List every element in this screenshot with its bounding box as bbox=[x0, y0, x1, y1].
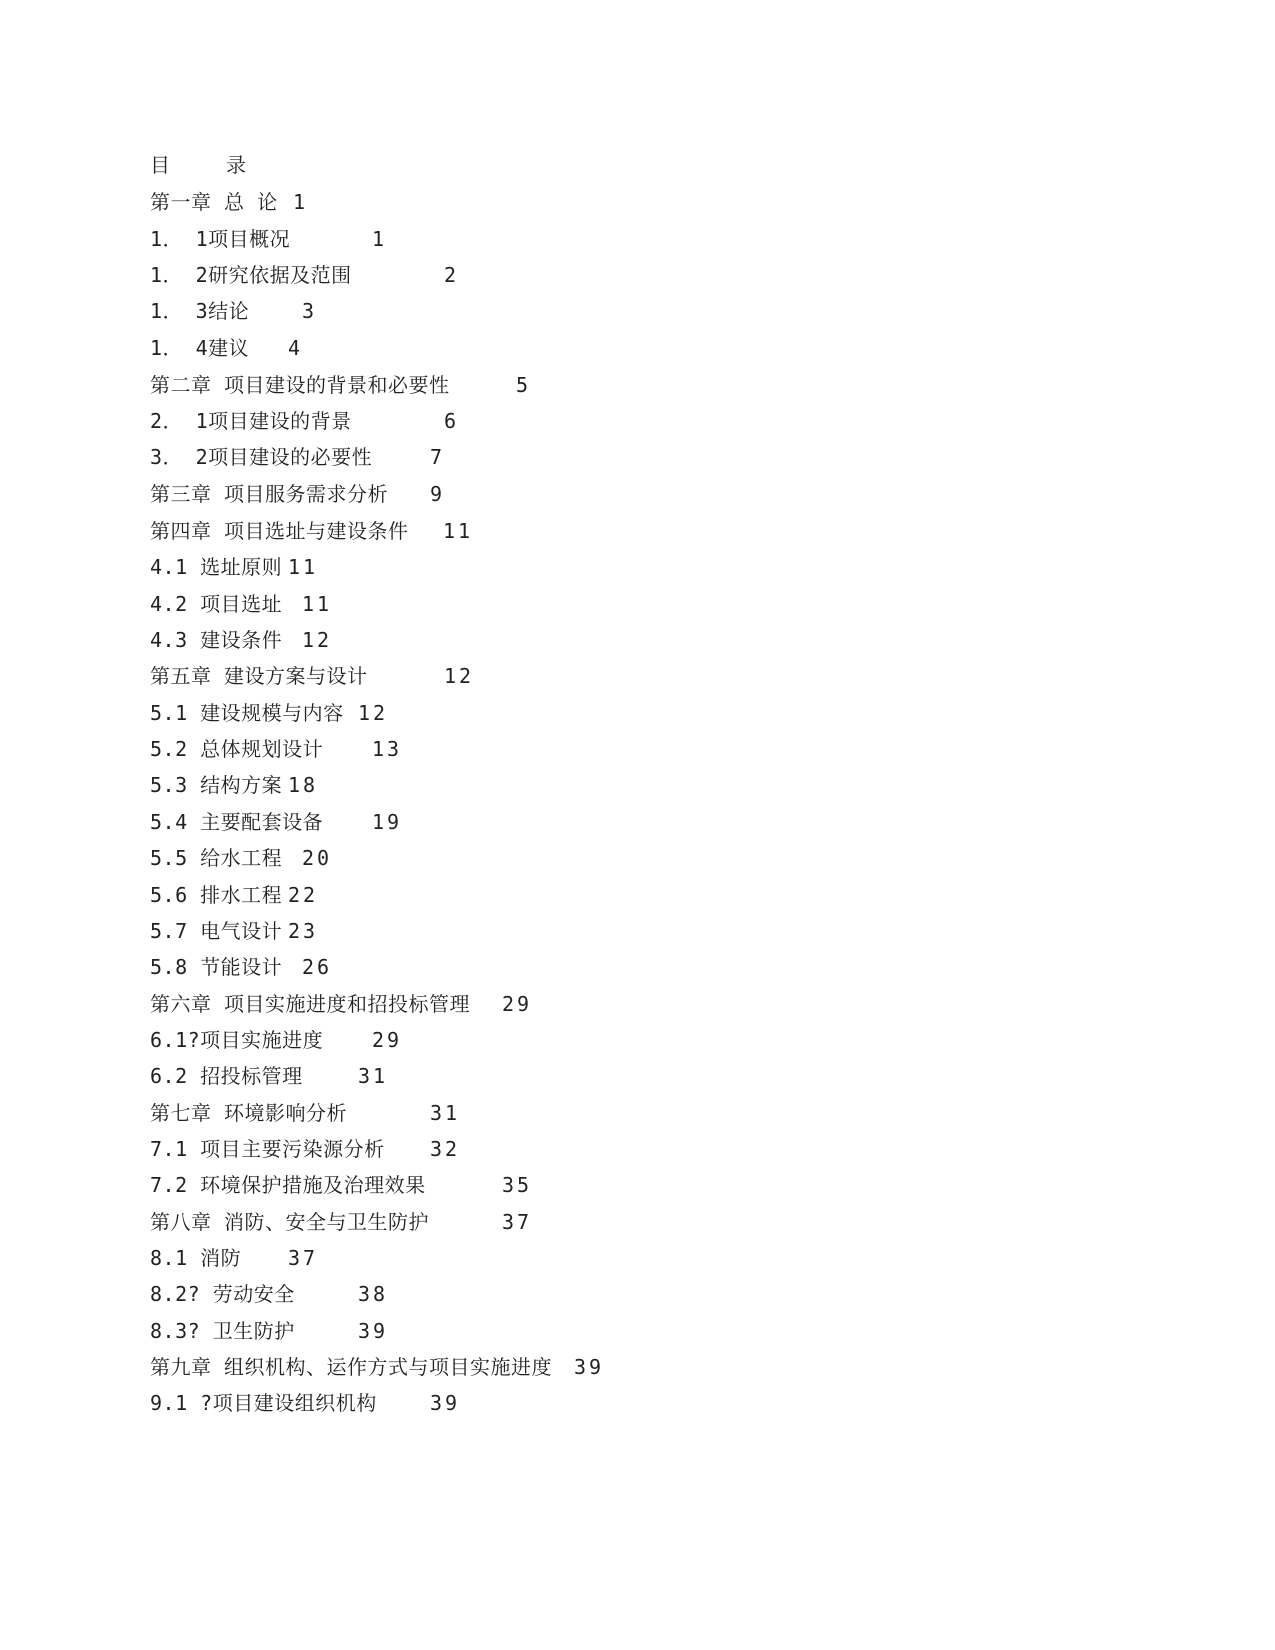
toc-entry-page: 11 bbox=[443, 519, 474, 543]
toc-entry-label: 1． 1项目概况 bbox=[150, 227, 291, 251]
toc-entry-page: 37 bbox=[288, 1246, 319, 1270]
toc-entry-label: 第六章 项目实施进度和招投标管理 bbox=[150, 992, 471, 1016]
toc-entry-label: 第五章 建设方案与设计 bbox=[150, 664, 368, 688]
toc-entry-label: 第四章 项目选址与建设条件 bbox=[150, 519, 409, 543]
toc-title-text: 目 录 bbox=[150, 153, 269, 177]
toc-entry-label: 5.5 给水工程 bbox=[150, 846, 283, 870]
toc-entry-page: 12 bbox=[302, 628, 333, 652]
toc-entry-label: 5.8 节能设计 bbox=[150, 955, 283, 979]
toc-entry-page: 19 bbox=[372, 810, 403, 834]
toc-entry-label: 第二章 项目建设的背景和必要性 bbox=[150, 373, 450, 397]
toc-entry-label: 3． 2项目建设的必要性 bbox=[150, 445, 373, 469]
toc-entry-page: 9 bbox=[430, 482, 446, 506]
toc-entry-page: 3 bbox=[302, 299, 318, 323]
toc-entry-label: 8.1 消防 bbox=[150, 1246, 242, 1270]
toc-entry-label: 8.3? 卫生防护 bbox=[150, 1319, 295, 1343]
toc-entry-page: 26 bbox=[302, 955, 333, 979]
toc-entry-label: 第三章 项目服务需求分析 bbox=[150, 482, 389, 506]
toc-entry-page: 6 bbox=[444, 409, 460, 433]
toc-entry-label: 5.3 结构方案 bbox=[150, 773, 283, 797]
toc-entry-page: 35 bbox=[502, 1173, 533, 1197]
toc-entry-label: 8.2? 劳动安全 bbox=[150, 1282, 295, 1306]
toc-entry-page: 23 bbox=[288, 919, 319, 943]
toc-entry-page: 2 bbox=[444, 263, 460, 287]
toc-entry-page: 12 bbox=[358, 701, 389, 725]
toc-entry-label: 第八章 消防、安全与卫生防护 bbox=[150, 1210, 430, 1234]
toc-entry-page: 11 bbox=[288, 555, 319, 579]
toc-entry-page: 1 bbox=[372, 227, 388, 251]
toc-entry-label: 5.4 主要配套设备 bbox=[150, 810, 324, 834]
toc-entry-label: 7.2 环境保护措施及治理效果 bbox=[150, 1173, 426, 1197]
toc-entry-page: 20 bbox=[302, 846, 333, 870]
toc-entry-page: 29 bbox=[372, 1028, 403, 1052]
toc-entry-label: 1． 2研究依据及范围 bbox=[150, 263, 352, 287]
toc-entry-label: 第七章 环境影响分析 bbox=[150, 1101, 348, 1125]
toc-entry-page: 4 bbox=[288, 336, 304, 360]
toc-entry-page: 13 bbox=[372, 737, 403, 761]
toc-entry-page: 29 bbox=[502, 992, 533, 1016]
toc-entry-page: 39 bbox=[574, 1355, 605, 1379]
toc-entry-page: 1 bbox=[293, 190, 309, 214]
toc-entry-page: 22 bbox=[288, 883, 319, 907]
toc-entry-page: 18 bbox=[288, 773, 319, 797]
toc-entry-label: 7.1 项目主要污染源分析 bbox=[150, 1137, 385, 1161]
toc-entry-page: 31 bbox=[358, 1064, 389, 1088]
toc-entry-page: 39 bbox=[430, 1391, 461, 1415]
toc-entry-label: 5.7 电气设计 bbox=[150, 919, 283, 943]
toc-entry-label: 5.1 建设规模与内容 bbox=[150, 701, 344, 725]
toc-entry-page: 31 bbox=[430, 1101, 461, 1125]
toc-entry-label: 4.3 建设条件 bbox=[150, 628, 283, 652]
toc-entry-label: 5.6 排水工程 bbox=[150, 883, 283, 907]
toc-entry-label: 6.2 招投标管理 bbox=[150, 1064, 303, 1088]
toc-entry-page: 39 bbox=[358, 1319, 389, 1343]
toc-entry-page: 11 bbox=[302, 592, 333, 616]
toc-entry-page: 5 bbox=[516, 373, 532, 397]
toc-entry-page: 7 bbox=[430, 445, 446, 469]
toc-entry-page: 38 bbox=[358, 1282, 389, 1306]
toc-entry-page: 37 bbox=[502, 1210, 533, 1234]
toc-entry-page: 32 bbox=[430, 1137, 461, 1161]
toc-entry-label: 第九章 组织机构、运作方式与项目实施进度 bbox=[150, 1355, 553, 1379]
toc-entry-label: 9.1 ?项目建设组织机构 bbox=[150, 1391, 377, 1415]
toc-entry-page: 12 bbox=[444, 664, 475, 688]
toc-entry-label: 1． 4建议 bbox=[150, 336, 250, 360]
toc-entry-label: 5.2 总体规划设计 bbox=[150, 737, 324, 761]
toc-entry-label: 2． 1项目建设的背景 bbox=[150, 409, 352, 433]
toc-entry-label: 4.1 选址原则 bbox=[150, 555, 283, 579]
toc-entry-label: 4.2 项目选址 bbox=[150, 592, 283, 616]
toc-entry-label: 1． 3结论 bbox=[150, 299, 250, 323]
toc-entry-label: 6.1?项目实施进度 bbox=[150, 1028, 324, 1052]
toc-entry-label: 第一章 总 论 bbox=[150, 190, 278, 214]
